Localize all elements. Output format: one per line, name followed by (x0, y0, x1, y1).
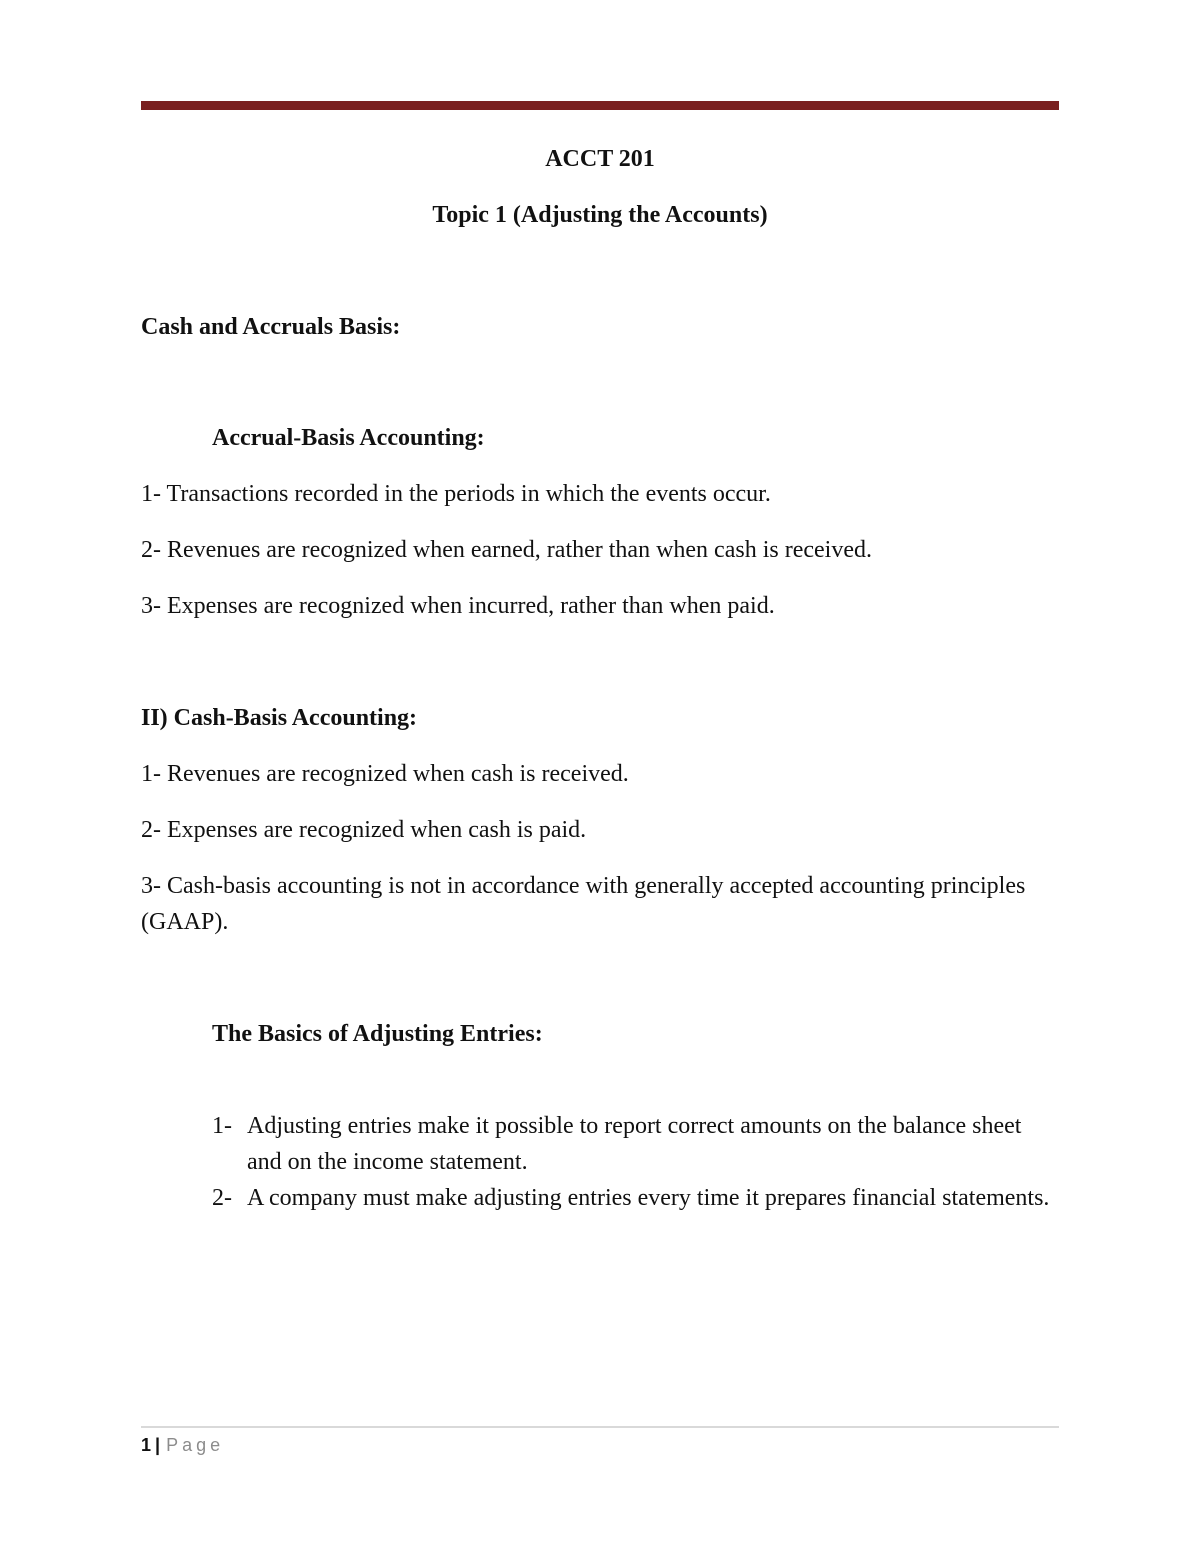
page-footer (141, 1432, 224, 1458)
cash-item-2: 2- Expenses are recognized when cash is paid. (141, 817, 587, 843)
adjusting-item-1-text: Adjusting entries make it possible to report correct amounts on the balance sheet and on the income statement. (247, 1113, 1022, 1175)
adjusting-heading: The Basics of Adjusting Entries: (212, 1021, 543, 1047)
cash-heading: II) Cash-Basis Accounting: (141, 705, 418, 731)
adjusting-item-1 (212, 1108, 1059, 1180)
adjusting-item-2-number: 2- (212, 1185, 232, 1211)
page-number: 1 (141, 1435, 152, 1455)
adjusting-item-2-text: A company must make adjusting entries every time it prepares financial statements. (247, 1185, 1050, 1211)
adjusting-item-1-number: 1- (212, 1113, 232, 1139)
page-label: Page (166, 1435, 225, 1455)
adjusting-item-2 (212, 1180, 1059, 1216)
cash-item-3: 3- Cash-basis accounting is not in accordance with generally accepted accounting principles (GAAP). (141, 873, 1026, 935)
footer-divider (141, 1426, 1059, 1428)
topic-title: Topic 1 (Adjusting the Accounts) (432, 202, 768, 228)
cash-item-1: 1- Revenues are recognized when cash is received. (141, 761, 629, 787)
accrual-item-1: 1- Transactions recorded in the periods in which the events occur. (141, 481, 771, 507)
footer-separator: | (155, 1435, 161, 1455)
accrual-item-3: 3- Expenses are recognized when incurred, rather than when paid. (141, 593, 775, 619)
accrual-heading: Accrual-Basis Accounting: (212, 425, 485, 451)
section-heading: Cash and Accruals Basis: (141, 314, 401, 340)
course-title: ACCT 201 (545, 146, 655, 172)
top-divider (141, 101, 1059, 110)
accrual-item-2: 2- Revenues are recognized when earned, rather than when cash is received. (141, 537, 872, 563)
